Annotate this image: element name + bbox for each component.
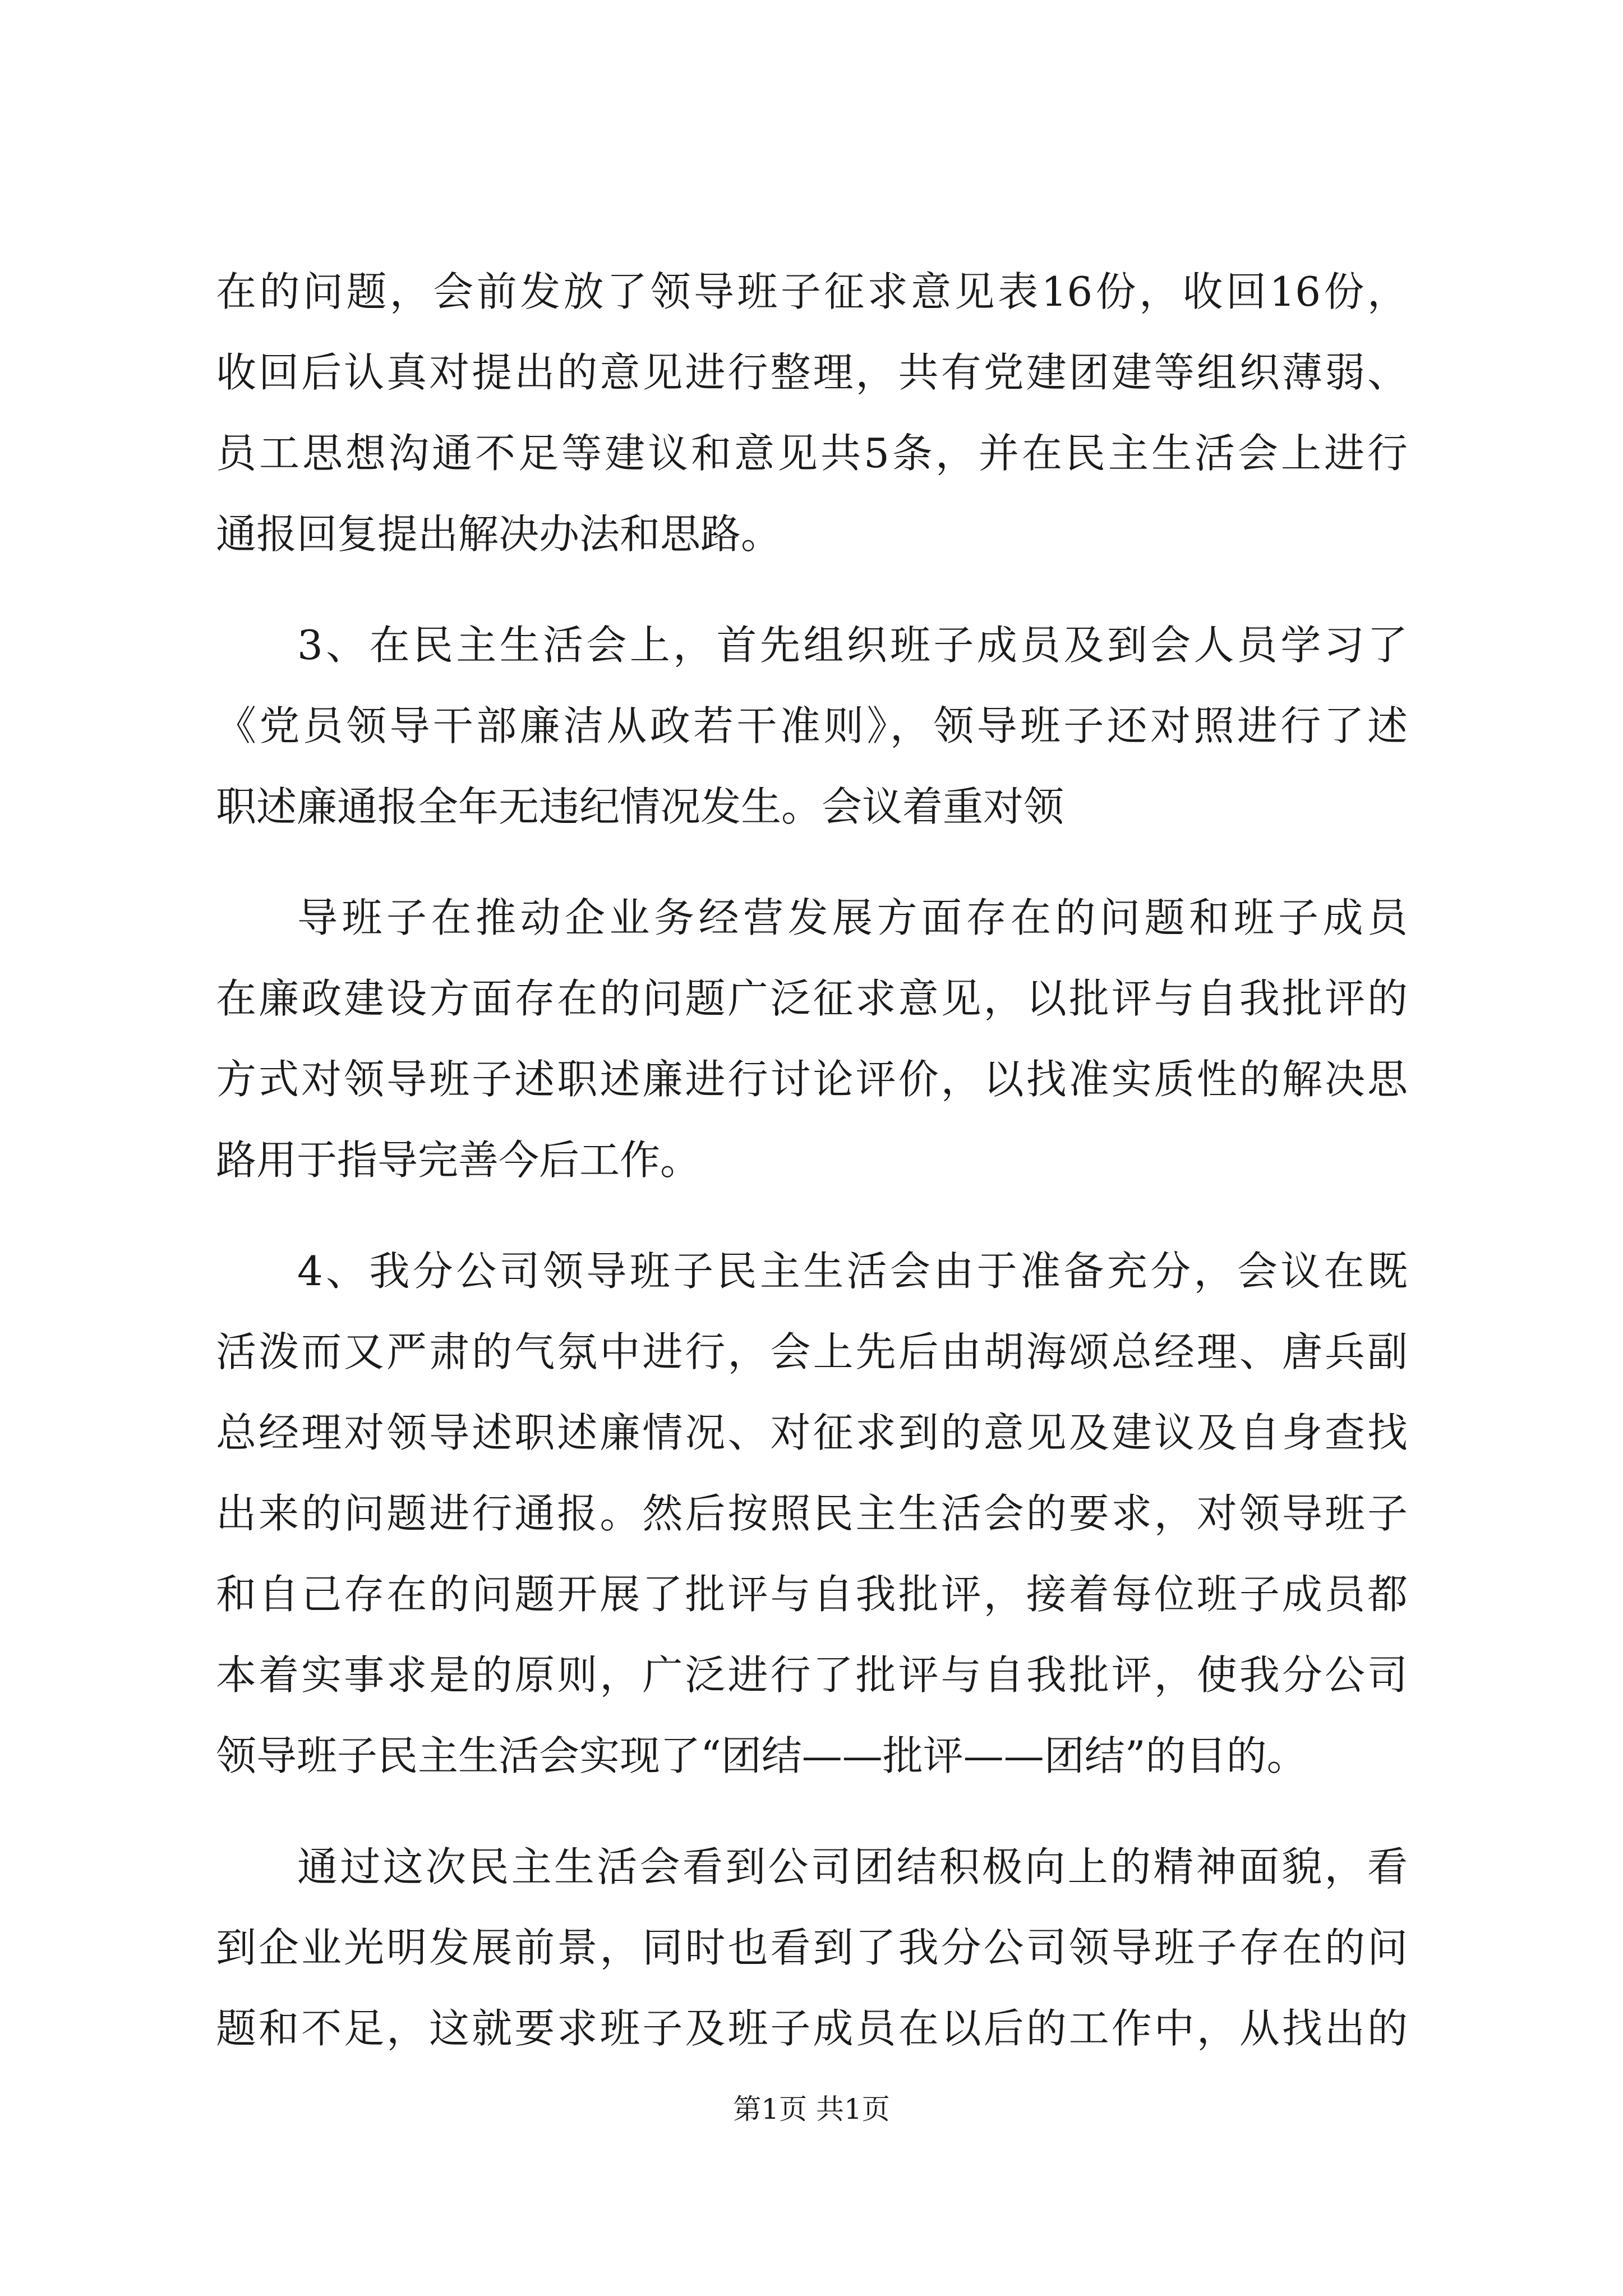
text-line: 员工思想沟通不足等建议和意见共5条，并在民主生活会上进行 xyxy=(216,430,1408,477)
text-line: 题和不足，这就要求班子及班子成员在以后的工作中，从找出的 xyxy=(216,2005,1408,2052)
text-line: 通报回复提出解决办法和思路。 xyxy=(216,510,782,558)
text-line: 总经理对领导述职述廉情况、对征求到的意见及建议及自身查找 xyxy=(216,1409,1408,1456)
text-line: 路用于指导完善今后工作。 xyxy=(216,1137,701,1184)
text-line: 导班子在推动企业务经营发展方面存在的问题和班子成员 xyxy=(297,894,1408,941)
text-line: 方式对领导班子述职述廉进行讨论评价，以找准实质性的解决思 xyxy=(216,1056,1408,1103)
text-line: 在廉政建设方面存在的问题广泛征求意见，以批评与自我批评的 xyxy=(216,975,1408,1022)
text-line: 在的问题，会前发放了领导班子征求意见表16份，收回16份， xyxy=(216,268,1408,315)
text-line: 职述廉通报全年无违纪情况发生。会议着重对领 xyxy=(216,783,1064,830)
page-number-footer: 第1页 共1页 xyxy=(733,2093,890,2125)
text-line: 通过这次民主生活会看到公司团结积极向上的精神面貌，看 xyxy=(297,1843,1408,1890)
text-line: 3、在民主生活会上，首先组织班子成员及到会人员学习了 xyxy=(297,622,1408,669)
text-line: 到企业光明发展前景，同时也看到了我分公司领导班子存在的问 xyxy=(216,1924,1408,1971)
text-line: 《党员领导干部廉洁从政若干准则》，领导班子还对照进行了述 xyxy=(216,702,1408,749)
text-line: 收回后认真对提出的意见进行整理，共有党建团建等组织薄弱、 xyxy=(216,349,1408,396)
text-line: 和自己存在的问题开展了批评与自我批评，接着每位班子成员都 xyxy=(216,1571,1408,1618)
text-line: 出来的问题进行通报。然后按照民主生活会的要求，对领导班子 xyxy=(216,1490,1408,1537)
text-line: 领导班子民主生活会实现了“团结——批评——团结”的目的。 xyxy=(216,1732,1307,1779)
text-line: 4、我分公司领导班子民主生活会由于准备充分，会议在既 xyxy=(297,1248,1408,1295)
text-line: 本着实事求是的原则，广泛进行了批评与自我批评，使我分公司 xyxy=(216,1651,1408,1699)
text-line: 活泼而又严肃的气氛中进行，会上先后由胡海颂总经理、唐兵副 xyxy=(216,1328,1408,1375)
